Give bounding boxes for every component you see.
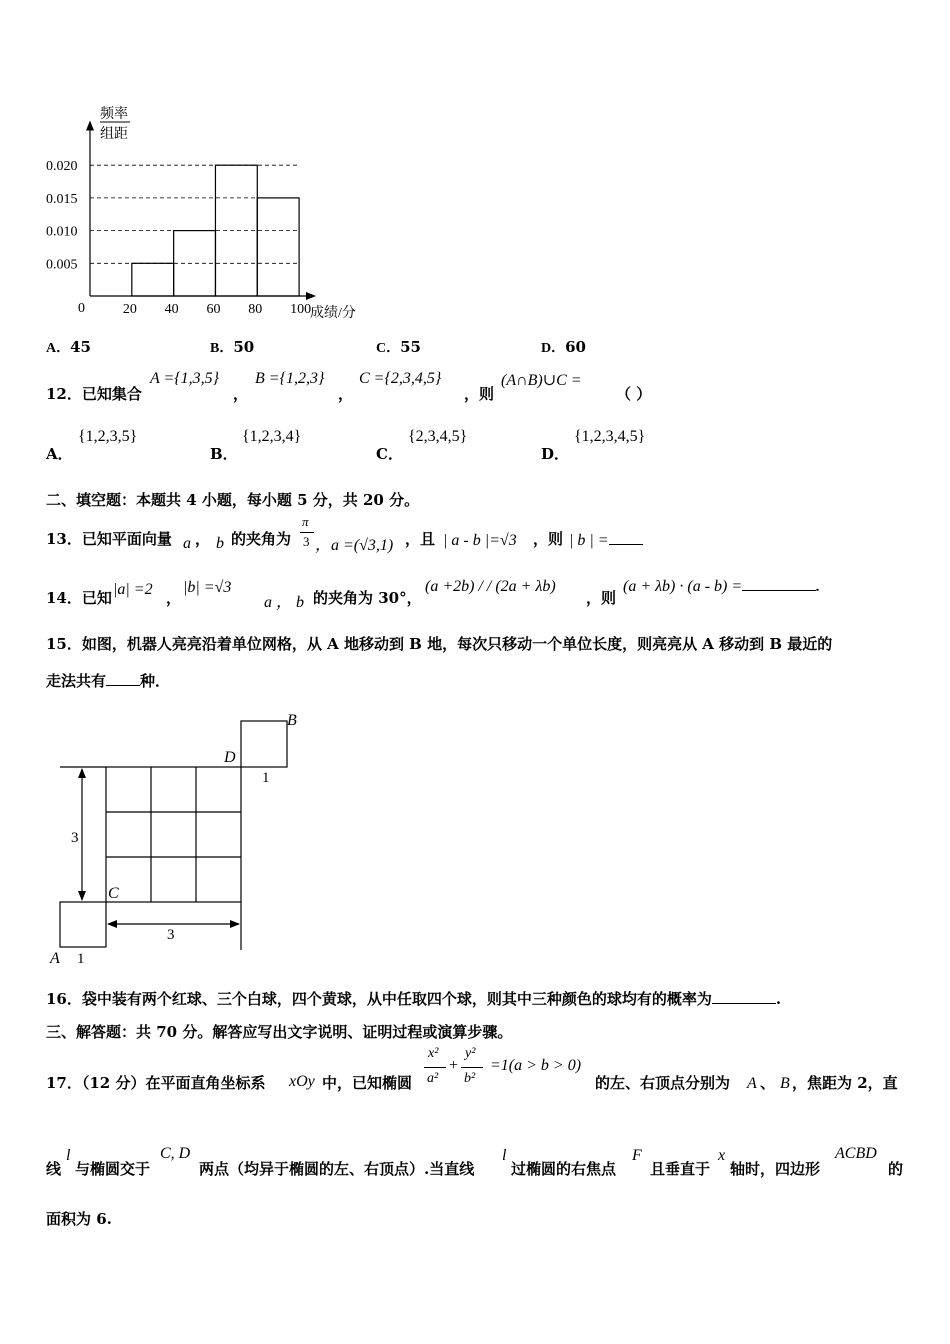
q17-line2-2: 与椭圆交于 — [75, 1160, 151, 1178]
section-2-heading: 二、填空题：本题共 4 小题，每小题 5 分，共 20 分。 — [46, 491, 420, 509]
q13-stem: 13．已知平面向量 — [46, 530, 172, 548]
arrow-head-left — [107, 920, 117, 928]
q17-line2-6: 轴时，四边形 — [730, 1160, 821, 1178]
q17-line2-4: 过椭圆的右焦点 — [511, 1160, 617, 1178]
q12-paren: （ ） — [616, 385, 652, 403]
q17-focus-f: F — [632, 1147, 642, 1164]
arrow-head-up — [78, 768, 86, 778]
q14-then: ，则 — [586, 589, 617, 607]
label-one-a: 1 — [77, 951, 85, 967]
q12-sep-2: ， — [338, 385, 354, 403]
q12-option-a-label: A． — [46, 445, 73, 463]
q14-parallel: (a +2b) / / (2a + λb) — [425, 578, 556, 595]
y-tick-label: 0.020 — [46, 159, 78, 175]
q12-set-c: C ={2,3,4,5} — [359, 370, 442, 387]
q12-option-d-label: D． — [541, 445, 570, 463]
label-c: C — [108, 885, 119, 902]
q12-set-a: A ={1,3,5} — [150, 370, 220, 387]
q14-mod-a: |a| =2 — [113, 581, 153, 598]
q17-line2-1: 线 — [46, 1160, 62, 1178]
q15-line-1: 15．如图，机器人亮亮沿着单位网格，从 A 地移动到 B 地，每次只移动一个单位长度，则亮亮从 A 移动到 B 最近的 — [46, 635, 833, 653]
grid-square — [106, 767, 241, 902]
square-b — [241, 721, 287, 767]
q17-line2-3: 两点（均异于椭圆的左、右顶点）.当直线 — [199, 1160, 475, 1178]
q14-stem: 14．已知 — [46, 589, 112, 607]
q12-then: ，则 — [464, 385, 495, 403]
q17-point-a: A — [747, 1075, 757, 1092]
q12-option-a-value: {1,2,3,5} — [78, 428, 138, 445]
q13-pi: π — [302, 514, 309, 529]
y-tick-label: 0.005 — [46, 257, 78, 273]
q13-angle-text: 的夹角为 — [231, 530, 292, 548]
q13-three: 3 — [303, 534, 310, 549]
q17-dun: 、 — [760, 1074, 776, 1092]
square-a — [60, 902, 106, 947]
q12-option-c-value: {2,3,4,5} — [408, 428, 468, 445]
q17-line2-5: 且垂直于 — [650, 1160, 711, 1178]
q17-fraction-bar-2 — [461, 1067, 483, 1068]
arrow-head-right — [230, 920, 240, 928]
q17-line3: 面积为 6. — [46, 1210, 112, 1228]
x-axis-label: 成绩/分 — [310, 306, 356, 321]
origin-label: 0 — [78, 301, 85, 316]
q17-point-b: B — [780, 1075, 790, 1092]
x-axis-arrow — [306, 292, 316, 300]
q12-expression: (A∩B)∪C = — [501, 372, 582, 389]
q11-option-c: C．55 — [376, 338, 421, 356]
y-axis-label-top: 频率 — [100, 107, 128, 122]
q17-focal-text: ，焦距为 2，直 — [792, 1074, 898, 1092]
q13-comma: ， — [195, 530, 211, 548]
q17-condition: =1(a > b > 0) — [490, 1057, 582, 1074]
q14-dot-product: (a + λb) · (a - b) = . — [623, 578, 820, 595]
q17-quadrilateral: ACBD — [835, 1145, 877, 1162]
q17-b-squared: b² — [464, 1071, 476, 1086]
q17-xoy: xOy — [289, 1073, 315, 1090]
y-axis-label-bottom: 组距 — [100, 127, 128, 142]
q17-x-squared: x² — [428, 1046, 439, 1061]
q12-sep-1: ， — [233, 385, 249, 403]
q11-option-a: A．45 — [46, 338, 91, 356]
histogram-bar — [215, 165, 257, 296]
histogram-bar — [132, 263, 174, 296]
q11-option-d: D．60 — [541, 338, 586, 356]
q17-stem-start: 17．（12 分）在平面直角坐标系 — [46, 1074, 266, 1092]
q13-and: ，且 — [405, 530, 436, 548]
label-a: A — [50, 950, 60, 967]
q15-line-2: 走法共有 种． — [46, 672, 171, 690]
q17-line-l-2: l — [502, 1147, 507, 1164]
q12-option-d-value: {1,2,3,4,5} — [574, 428, 646, 445]
section-3-heading: 三、解答题：共 70 分。解答应写出文字说明、证明过程或演算步骤。 — [46, 1023, 513, 1041]
q13-then: ，则 — [533, 530, 564, 548]
q17-line-l: l — [66, 1147, 71, 1164]
arrow-head-down — [78, 891, 86, 901]
x-tick-label: 20 — [122, 302, 137, 317]
y-axis-arrow — [86, 121, 94, 131]
q13-answer: | b | = — [569, 532, 643, 550]
q13-fraction-bar — [300, 532, 314, 533]
histogram-bar — [257, 198, 299, 296]
q13-vec-b: b — [216, 535, 224, 552]
q12-option-b-value: {1,2,3,4} — [242, 428, 302, 445]
y-tick-label: 0.015 — [46, 191, 78, 207]
label-d: D — [224, 749, 236, 766]
q17-ellipse-text: 中，已知椭圆 — [322, 1074, 413, 1092]
q17-plus: + — [449, 1057, 459, 1074]
q17-axis-x: x — [718, 1147, 726, 1164]
q12-set-b: B ={1,2,3} — [255, 370, 325, 387]
grid-figure — [40, 705, 320, 970]
x-tick-label: 100 — [290, 302, 312, 317]
label-one-b: 1 — [262, 770, 270, 786]
q11-option-b: B．50 — [210, 338, 255, 356]
q14-mod-b: |b| =√3 — [183, 579, 232, 596]
q14-comma-1: ， — [166, 589, 182, 607]
q16-text: 16．袋中装有两个红球、三个白球，四个黄球，从中任取四个球，则其中三种颜色的球均有的概率为 . — [46, 990, 782, 1008]
q17-fraction-bar-1 — [424, 1067, 446, 1068]
q17-a-squared: a² — [427, 1071, 439, 1086]
label-three-vertical: 3 — [71, 830, 79, 846]
q14-angle-text: 的夹角为 30°， — [313, 589, 422, 607]
q13-vec-a: a — [183, 535, 191, 552]
x-tick-label: 40 — [164, 302, 179, 317]
q12-option-b-label: B． — [210, 445, 238, 463]
q17-y-squared: y² — [465, 1046, 476, 1061]
q13-vec-a-value: ，a =(√3,1) — [315, 537, 394, 554]
q17-vertices-text: 的左、右顶点分别为 — [595, 1074, 731, 1092]
q17-line2-7: 的 — [888, 1160, 904, 1178]
q12-stem: 12．已知集合 — [46, 385, 142, 403]
x-tick-label: 80 — [248, 302, 263, 317]
q17-points-cd: C, D — [160, 1145, 191, 1162]
label-three-horizontal: 3 — [167, 927, 175, 943]
q13-condition: | a - b |=√3 — [443, 532, 517, 549]
q12-option-c-label: C． — [376, 445, 403, 463]
label-b: B — [287, 712, 297, 729]
x-tick-label: 60 — [206, 302, 221, 317]
y-tick-label: 0.010 — [46, 224, 78, 240]
histogram-chart — [40, 100, 380, 330]
q14-vectors: a ， b — [264, 594, 305, 611]
